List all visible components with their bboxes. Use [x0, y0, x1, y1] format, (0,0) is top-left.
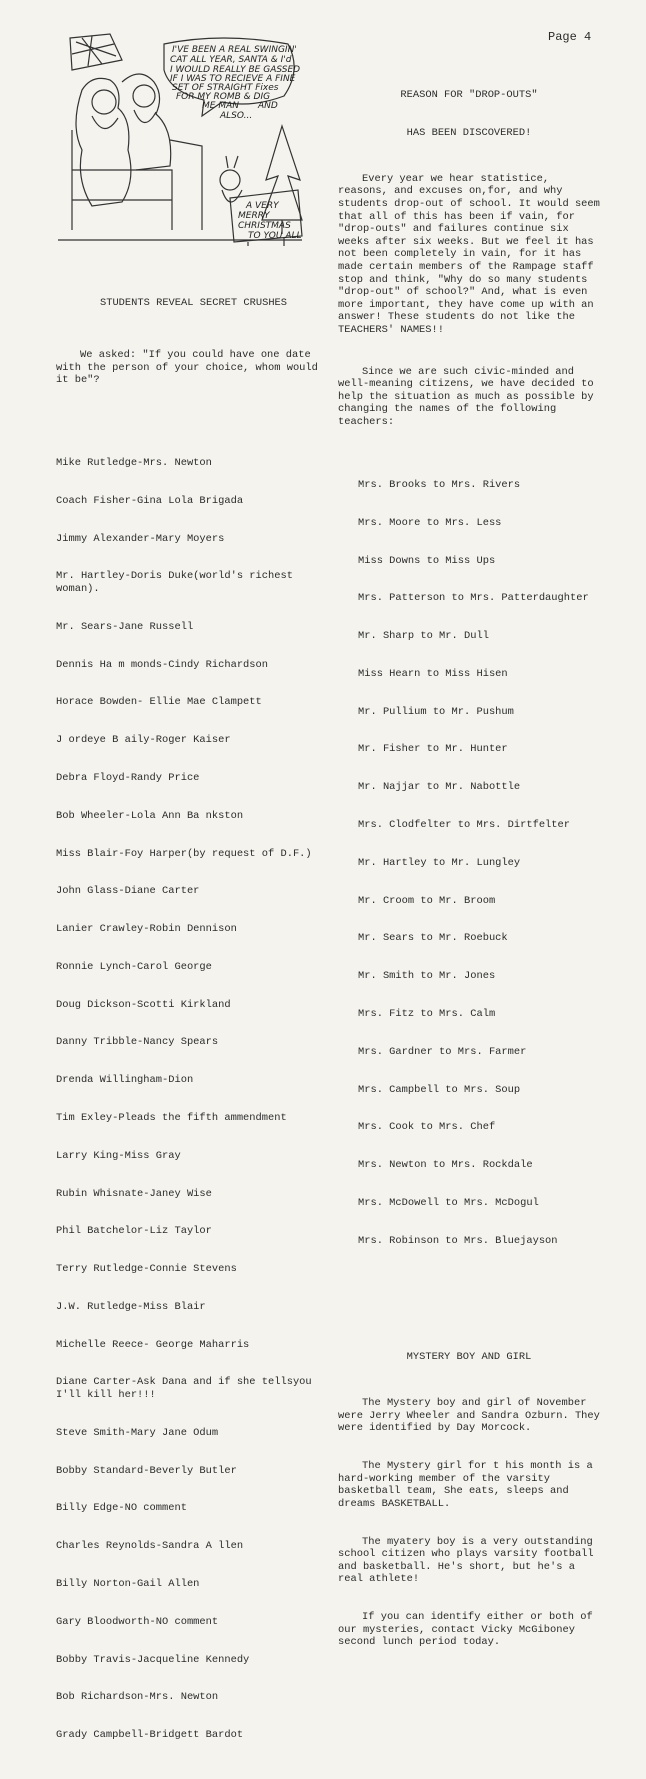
mystery-section	[338, 1326, 607, 1674]
dropouts-section	[338, 64, 607, 1687]
sign-line-3: CHRISTMAS	[238, 221, 291, 231]
speech-line-8: AND	[258, 101, 278, 111]
list-item: Mrs. McDowell to Mrs. McDogul	[358, 1196, 539, 1209]
list-item: Drenda Willingham-Dion	[56, 1074, 194, 1087]
list-item: Lanier Crawley-Robin Dennison	[56, 923, 237, 936]
crushes-list	[56, 432, 331, 1767]
list-item: J ordeye B aily-Roger Kaiser	[56, 734, 231, 747]
teacher-name-changes-list	[338, 454, 600, 1273]
list-item: Horace Bowden- Ellie Mae Clampett	[56, 696, 262, 709]
mystery-paragraph-1: The Mystery boy and girl of November were Jerry Wheeler and Sandra Ozburn. They were identified by Day Morcock.	[338, 1397, 607, 1435]
speech-line-7: ME MAN	[202, 101, 239, 111]
list-item: Terry Rutledge-Connie Stevens	[56, 1263, 237, 1276]
mystery-paragraph-2: The Mystery girl for t his month is a hard-working member of the varsity basketball team, She eats, sleeps and dreams BASKETBALL.	[338, 1460, 599, 1510]
list-item: Gary Bloodworth-NO comment	[56, 1615, 219, 1628]
list-item: John Glass-Diane Carter	[56, 885, 200, 898]
list-item: Steve Smith-Mary Jane Odum	[56, 1426, 219, 1439]
list-item: Ronnie Lynch-Carol George	[56, 960, 212, 973]
list-item: Debra Floyd-Randy Price	[56, 771, 200, 784]
list-item: Mrs. Robinson to Mrs. Bluejayson	[358, 1234, 558, 1247]
speech-line-3: I WOULD REALLY BE GASSED	[170, 65, 301, 75]
list-item: Charles Reynolds-Sandra A llen	[56, 1540, 244, 1553]
list-item: Bob Wheeler-Lola Ann Ba nkston	[56, 809, 244, 822]
list-item: Billy Edge-NO comment	[56, 1502, 187, 1515]
list-item: Mr. Croom to Mr. Broom	[358, 894, 496, 907]
dropouts-paragraph-2: Since we are such civic-minded and well-meaning citizens, we have decided to help the situation as much as possible by changing the names of the following teachers:	[338, 365, 600, 429]
list-item: Mr. Fisher to Mr. Hunter	[358, 743, 508, 756]
list-item: Bob Richardson-Mrs. Newton	[56, 1691, 219, 1704]
crushes-intro: We asked: "If you could have one date with the person of your choice, whom would it be"?	[56, 348, 325, 387]
crushes-title: STUDENTS REVEAL SECRET CRUSHES	[99, 297, 288, 310]
list-item: Mrs. Moore to Mrs. Less	[358, 516, 502, 529]
list-item: Mr. Hartley to Mr. Lungley	[358, 856, 521, 869]
list-item: Miss Downs to Miss Ups	[358, 554, 496, 567]
dropouts-paragraph-1: Every year we hear statistice, reasons, and excuses on,for, and why students drop-out of school. It would seem that all of this has been if vain, for "drop-outs" and failures continue six weeks after six weeks. But we feel it has not been completely in vain, for it has made certain members of the Rampage staff stop and think, "Why do so many students "drop-out" of school?" And, what is even more important, they have come up with an answer! These students do not like the TEACHERS' NAMES!!	[338, 172, 607, 336]
list-item: Mr. Sharp to Mr. Dull	[358, 630, 489, 643]
page-number: Page 4	[548, 30, 592, 44]
list-item: Jimmy Alexander-Mary Moyers	[56, 532, 225, 545]
list-item: Larry King-Miss Gray	[56, 1149, 181, 1162]
list-item: Miss Blair-Foy Harper(by request of D.F.)	[56, 847, 312, 860]
list-item: Billy Norton-Gail Allen	[56, 1577, 200, 1590]
list-item: Mrs. Brooks to Mrs. Rivers	[358, 479, 521, 491]
list-item: Mr. Najjar to Mr. Nabottle	[358, 781, 521, 794]
dropouts-title-line-2: HAS BEEN DISCOVERED!	[406, 126, 532, 139]
list-item: Mrs. Gardner to Mrs. Farmer	[358, 1045, 527, 1058]
list-item: Diane Carter-Ask Dana and if she tellsyou I'll kill her!!!	[56, 1376, 318, 1402]
list-item: Phil Batchelor-Liz Taylor	[56, 1225, 212, 1238]
santa-cartoon-illustration	[52, 30, 308, 246]
list-item: Dennis Ha m monds-Cindy Richardson	[56, 658, 269, 671]
mystery-paragraph-3: The myatery boy is a very outstanding school citizen who plays varsity football and basketball. He's short, but he's a real athlete!	[338, 1535, 600, 1586]
list-item: Mrs. Newton to Mrs. Rockdale	[358, 1159, 533, 1172]
sign-line-2: MERRY	[238, 211, 270, 221]
mystery-title: MYSTERY BOY AND GIRL	[406, 1351, 532, 1364]
speech-line-6: FOR MY ROMB & DIG	[176, 92, 271, 102]
list-item: Mrs. Campbell to Mrs. Soup	[358, 1083, 521, 1096]
list-item: Danny Tribble-Nancy Spears	[56, 1036, 219, 1049]
list-item: Mrs. Patterson to Mrs. Patterdaughter	[358, 592, 589, 605]
sign-line-1: A VERY	[246, 201, 279, 211]
list-item: Mrs. Cook to Mrs. Chef	[358, 1121, 496, 1134]
list-item: Michelle Reece- George Maharris	[56, 1338, 250, 1351]
list-item: Miss Hearn to Miss Hisen	[358, 667, 508, 680]
list-item: J.W. Rutledge-Miss Blair	[56, 1300, 206, 1313]
speech-line-1: I'VE BEEN A REAL SWINGIN'	[172, 45, 297, 55]
list-item: Mr. Hartley-Doris Duke(world's richest woman).	[56, 570, 300, 596]
speech-line-4: IF I WAS TO RECIEVE A FINE	[170, 74, 296, 84]
list-item: Bobby Standard-Beverly Butler	[56, 1464, 237, 1477]
sign-line-4: TO YOU ALL	[248, 231, 302, 241]
list-item: Bobby Travis-Jacqueline Kennedy	[56, 1653, 250, 1666]
list-item: Doug Dickson-Scotti Kirkland	[56, 998, 231, 1011]
list-item: Mr. Sears-Jane Russell	[56, 620, 194, 633]
list-item: Mrs. Fitz to Mrs. Calm	[358, 1007, 496, 1020]
crushes-section	[56, 272, 331, 1779]
speech-line-2: CAT ALL YEAR, SANTA & I'd	[170, 55, 292, 65]
list-item: Grady Campbell-Bridgett Bardot	[56, 1729, 244, 1742]
list-item: Coach Fisher-Gina Lola Brigada	[56, 494, 244, 507]
speech-line-9: ALSO...	[220, 111, 253, 121]
list-item: Mike Rutledge-Mrs. Newton	[56, 457, 212, 470]
mystery-paragraph-4: If you can identify either or both of our mysteries, contact Vicky McGiboney second lunch period today.	[338, 1611, 599, 1649]
speech-line-5: SET OF STRAIGHT Fixes	[172, 83, 279, 93]
list-item: Mr. Pullium to Mr. Pushum	[358, 705, 514, 718]
list-item: Tim Exley-Pleads the fifth ammendment	[56, 1112, 287, 1124]
list-item: Mrs. Clodfelter to Mrs. Dirtfelter	[358, 819, 571, 832]
list-item: Mr. Smith to Mr. Jones	[358, 970, 496, 983]
dropouts-title-line-1: REASON FOR "DROP-OUTS"	[400, 89, 538, 102]
list-item: Mr. Sears to Mr. Roebuck	[358, 932, 508, 945]
list-item: Rubin Whisnate-Janey Wise	[56, 1187, 212, 1200]
